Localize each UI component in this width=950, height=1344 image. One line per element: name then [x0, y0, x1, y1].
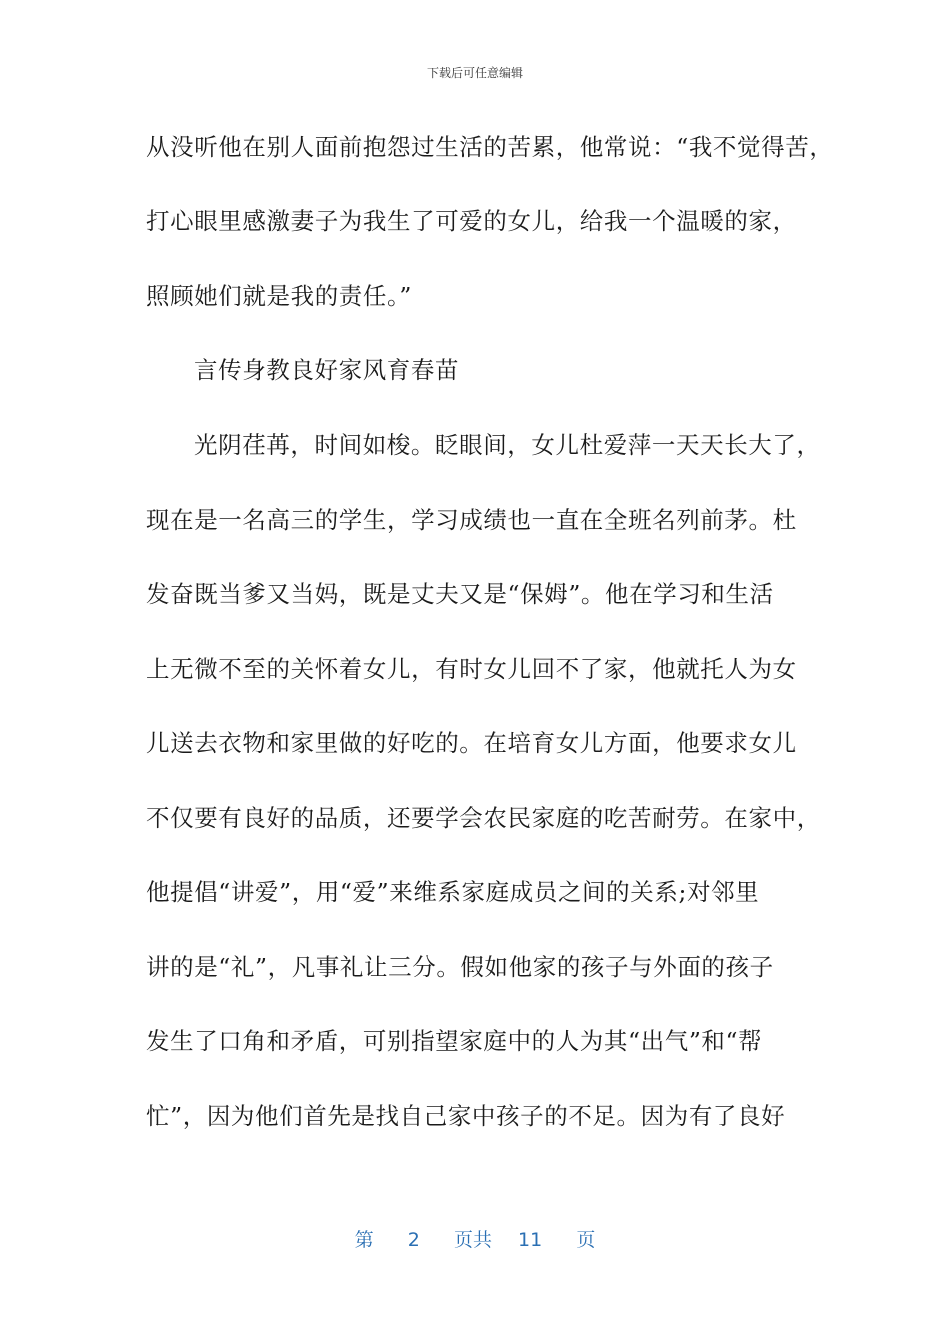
text-line: 讲的是“礼”，凡事礼让三分。假如他家的孩子与外面的孩子 [146, 953, 774, 981]
text-line: 忙”，因为他们首先是找自己家中孩子的不足。因为有了良好 [146, 1102, 786, 1130]
text-line: 儿送去衣物和家里做的好吃的。在培育女儿方面，他要求女儿 [146, 729, 797, 757]
footer-prefix: 第 [354, 1229, 374, 1251]
text-line: 现在是一名高三的学生，学习成绩也一直在全班名列前茅。杜 [146, 506, 797, 534]
text-line: 光阴荏苒，时间如梭。眨眼间，女儿杜爱萍一天天长大了， [194, 431, 821, 459]
text-line: 不仅要有良好的品质，还要学会农民家庭的吃苦耐劳。在家中， [146, 804, 821, 832]
text-line: 上无微不至的关怀着女儿，有时女儿回不了家，他就托人为女 [146, 655, 797, 683]
text-line: 他提倡“讲爱”，用“爱”来维系家庭成员之间的关系;对邻里 [146, 878, 760, 906]
text-line: 照顾她们就是我的责任。” [146, 282, 412, 310]
current-page-number: 2 [407, 1229, 420, 1251]
text-line: 发生了口角和矛盾，可别指望家庭中的人为其“出气”和“帮 [146, 1027, 763, 1055]
section-heading: 言传身教良好家风育春苗 [194, 356, 460, 384]
header-note: 下载后可任意编辑 [426, 66, 523, 80]
text-line: 打心眼里感激妻子为我生了可爱的女儿，给我一个温暖的家， [146, 207, 797, 235]
footer-middle: 页共 [453, 1229, 492, 1251]
text-line: 从没听他在别人面前抱怨过生活的苦累，他常说：“我不觉得苦， [146, 133, 834, 161]
page-number-footer [0, 1225, 950, 1252]
text-line: 发奋既当爹又当妈，既是丈夫又是“保姆”。他在学习和生活 [146, 580, 774, 608]
total-pages-number: 11 [518, 1229, 543, 1251]
footer-suffix: 页 [576, 1229, 596, 1251]
